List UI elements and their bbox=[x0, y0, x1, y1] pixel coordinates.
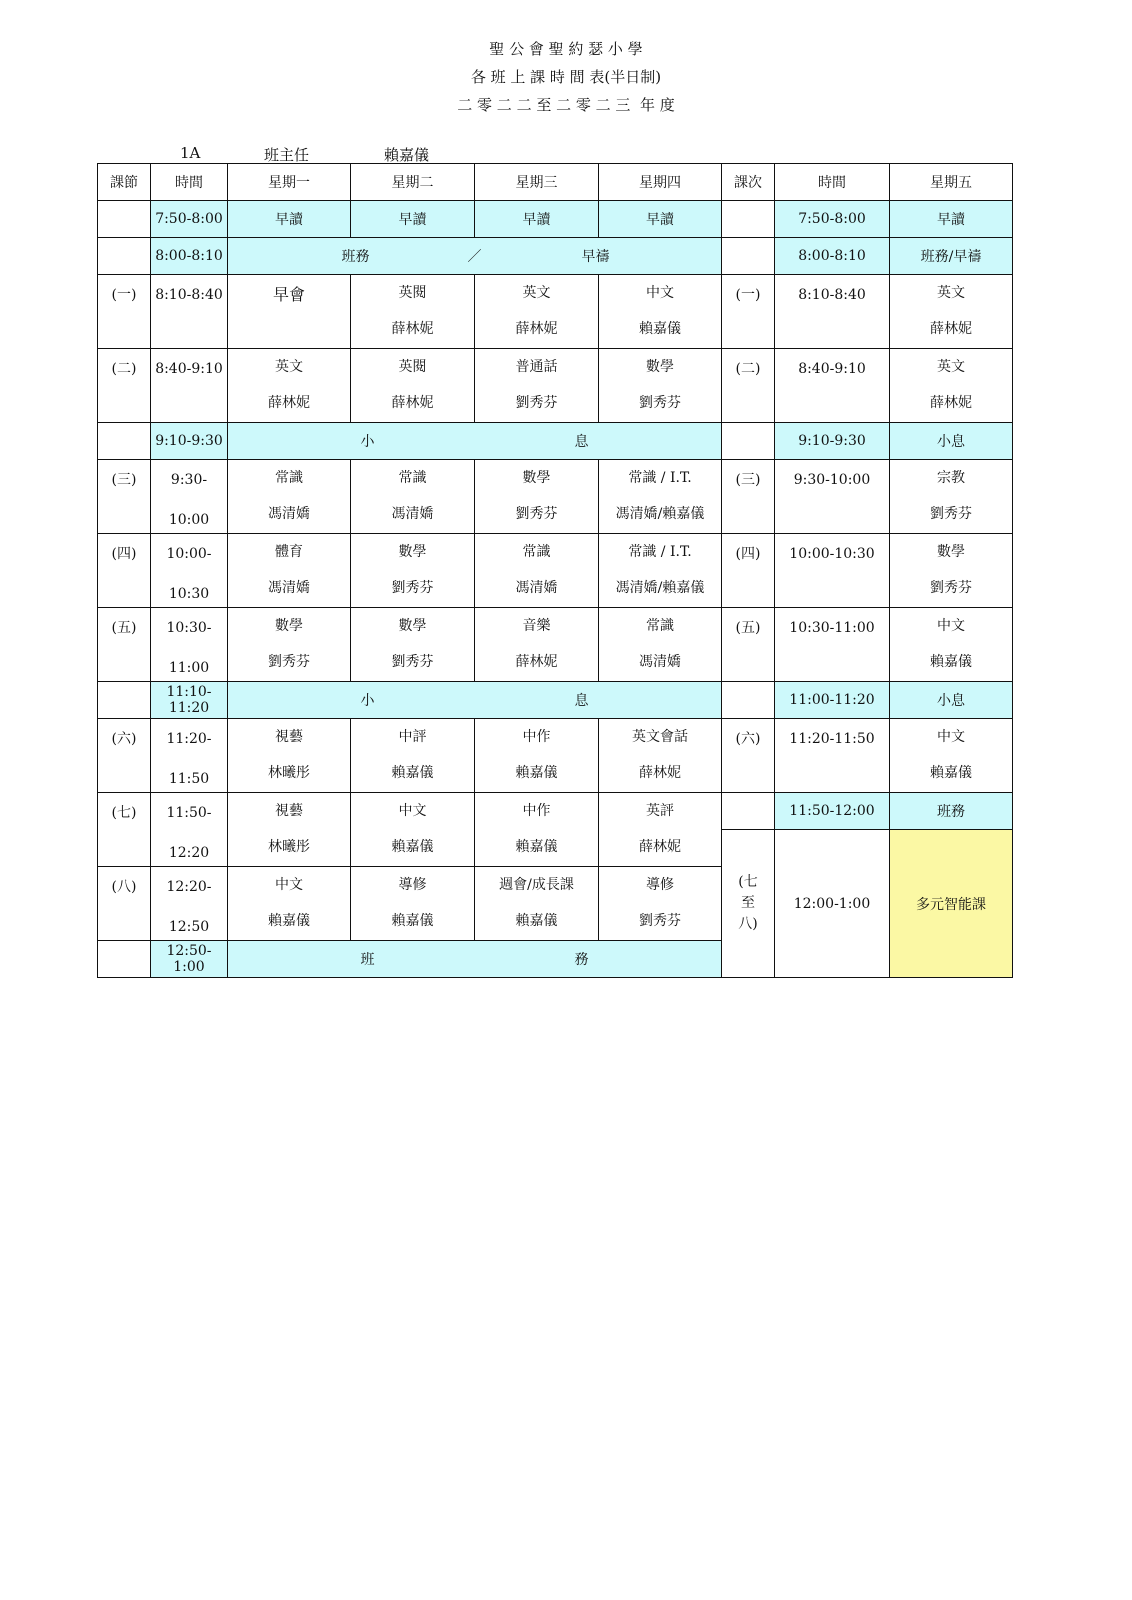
row-period-1 bbox=[98, 275, 1013, 349]
lesson-cell: 常識 馮清嬌 bbox=[599, 608, 722, 682]
period-cell-empty bbox=[98, 238, 151, 275]
col-header-thu: 星期四 bbox=[599, 164, 722, 201]
period-number: (六) bbox=[98, 719, 151, 793]
class-teacher-label: 班主任 bbox=[264, 146, 310, 164]
lesson-cell: 數學 劉秀芬 bbox=[351, 608, 475, 682]
row-period-2 bbox=[98, 349, 1013, 423]
time-cell: 8:00-8:10 bbox=[151, 238, 228, 275]
class-teacher-name: 賴嘉儀 bbox=[384, 146, 430, 164]
col-header-mon: 星期一 bbox=[228, 164, 351, 201]
time-cell: 11:10-11:20 bbox=[151, 682, 228, 719]
fri-lesson-cell: 英文 薛林妮 bbox=[890, 275, 1013, 349]
col-header-tue: 星期二 bbox=[351, 164, 475, 201]
lesson-cell: 數學 劉秀芬 bbox=[475, 460, 599, 534]
fri-time-cell: 8:00-8:10 bbox=[775, 238, 890, 275]
fri-period-number: (三) bbox=[722, 460, 775, 534]
time-cell: 8:40-9:10 bbox=[151, 349, 228, 423]
fri-time-cell: 7:50-8:00 bbox=[775, 201, 890, 238]
time-cell: 11:50-12:20 bbox=[151, 793, 228, 867]
merged-label-left: 班務 bbox=[341, 249, 370, 265]
lesson-cell: 音樂 薛林妮 bbox=[475, 608, 599, 682]
fri-lesson-cell: 中文 賴嘉儀 bbox=[890, 719, 1013, 793]
time-cell: 11:20-11:50 bbox=[151, 719, 228, 793]
lesson-cell: 早讀 bbox=[475, 201, 599, 238]
merged-activity-cell bbox=[228, 423, 722, 460]
period-cell-empty bbox=[722, 682, 775, 719]
fri-lesson-cell-multiple-intelligences: 多元智能課 bbox=[890, 830, 1013, 978]
row-period-6 bbox=[98, 719, 1013, 793]
row-morning-reading bbox=[98, 201, 1013, 238]
lesson-cell: 中評 賴嘉儀 bbox=[351, 719, 475, 793]
fri-lesson-cell: 班務/早禱 bbox=[890, 238, 1013, 275]
lesson-cell: 常識 馮清嬌 bbox=[351, 460, 475, 534]
fri-time-cell: 11:50-12:00 bbox=[775, 793, 890, 830]
fri-lesson-cell: 數學 劉秀芬 bbox=[890, 534, 1013, 608]
merged-activity-cell bbox=[228, 941, 722, 978]
lesson-cell: 週會/成長課 賴嘉儀 bbox=[475, 867, 599, 941]
lesson-cell: 體育 馮清嬌 bbox=[228, 534, 351, 608]
time-cell: 9:10-9:30 bbox=[151, 423, 228, 460]
lesson-cell: 導修 劉秀芬 bbox=[599, 867, 722, 941]
fri-lesson-cell: 英文 薛林妮 bbox=[890, 349, 1013, 423]
merged-activity-cell bbox=[228, 238, 722, 275]
lesson-cell: 英閱 薛林妮 bbox=[351, 349, 475, 423]
fri-time-cell: 9:10-9:30 bbox=[775, 423, 890, 460]
period-cell-empty bbox=[98, 682, 151, 719]
fri-lesson-cell: 宗教 劉秀芬 bbox=[890, 460, 1013, 534]
time-cell: 10:30-11:00 bbox=[151, 608, 228, 682]
col-header-time: 時間 bbox=[151, 164, 228, 201]
merged-label-left: 班 bbox=[360, 952, 375, 968]
fri-time-cell: 10:00-10:30 bbox=[775, 534, 890, 608]
period-cell-empty bbox=[98, 941, 151, 978]
fri-time-cell: 8:40-9:10 bbox=[775, 349, 890, 423]
col-header-period: 課節 bbox=[98, 164, 151, 201]
merged-label-right: 息 bbox=[574, 434, 589, 450]
time-cell: 7:50-8:00 bbox=[151, 201, 228, 238]
period-number: (一) bbox=[98, 275, 151, 349]
lesson-cell: 中作 賴嘉儀 bbox=[475, 793, 599, 867]
fri-time-cell: 9:30-10:00 bbox=[775, 460, 890, 534]
row-recess-1 bbox=[98, 423, 1013, 460]
merged-label-left: 小 bbox=[360, 693, 375, 709]
lesson-cell: 中文 賴嘉儀 bbox=[351, 793, 475, 867]
lesson-cell: 常識 馮清嬌 bbox=[475, 534, 599, 608]
col-header-fri-time: 時間 bbox=[775, 164, 890, 201]
row-recess-2 bbox=[98, 682, 1013, 719]
lesson-cell: 常識 / I.T. 馮清嬌/賴嘉儀 bbox=[599, 534, 722, 608]
row-period-7-a bbox=[98, 793, 1013, 830]
row-period-5 bbox=[98, 608, 1013, 682]
lesson-cell: 常識 / I.T. 馮清嬌/賴嘉儀 bbox=[599, 460, 722, 534]
period-cell-empty bbox=[722, 238, 775, 275]
fri-lesson-cell: 班務 bbox=[890, 793, 1013, 830]
lesson-cell: 中作 賴嘉儀 bbox=[475, 719, 599, 793]
merged-activity-cell bbox=[228, 682, 722, 719]
lesson-cell: 早讀 bbox=[351, 201, 475, 238]
header-row bbox=[98, 164, 1013, 201]
period-number: (二) bbox=[98, 349, 151, 423]
period-cell-empty bbox=[722, 793, 775, 830]
lesson-cell: 英閱 薛林妮 bbox=[351, 275, 475, 349]
period-cell-empty bbox=[98, 201, 151, 238]
fri-period-number: (四) bbox=[722, 534, 775, 608]
lesson-cell: 早讀 bbox=[599, 201, 722, 238]
lesson-cell: 數學 劉秀芬 bbox=[599, 349, 722, 423]
fri-period-number: (六) bbox=[722, 719, 775, 793]
lesson-cell: 普通話 劉秀芬 bbox=[475, 349, 599, 423]
time-cell: 12:20-12:50 bbox=[151, 867, 228, 941]
lesson-cell: 中文 賴嘉儀 bbox=[599, 275, 722, 349]
row-class-admin bbox=[98, 238, 1013, 275]
col-header-lesson: 課次 bbox=[722, 164, 775, 201]
period-number: (七) bbox=[98, 793, 151, 867]
school-name: 聖 公 會 聖 約 瑟 小 學 bbox=[489, 40, 643, 58]
fri-time-cell: 8:10-8:40 bbox=[775, 275, 890, 349]
timetable-title: 各 班 上 課 時 間 表(半日制) bbox=[470, 68, 662, 86]
time-cell: 8:10-8:40 bbox=[151, 275, 228, 349]
lesson-cell: 視藝 林曦彤 bbox=[228, 719, 351, 793]
period-cell-empty bbox=[722, 201, 775, 238]
school-year: 二 零 二 二 至 二 零 二 三 年 度 bbox=[457, 96, 675, 114]
fri-time-cell: 11:00-11:20 bbox=[775, 682, 890, 719]
fri-period-number-merged: (七 至 八) bbox=[722, 830, 775, 978]
lesson-cell: 數學 劉秀芬 bbox=[351, 534, 475, 608]
lesson-cell: 早會 bbox=[228, 275, 351, 349]
lesson-cell: 英文 薛林妮 bbox=[228, 349, 351, 423]
row-period-4 bbox=[98, 534, 1013, 608]
lesson-cell: 英評 薛林妮 bbox=[599, 793, 722, 867]
merged-label-right: 息 bbox=[574, 693, 589, 709]
fri-time-cell: 12:00-1:00 bbox=[775, 830, 890, 978]
period-cell-empty bbox=[722, 423, 775, 460]
merged-label-right: 早禱 bbox=[581, 249, 610, 265]
period-number: (五) bbox=[98, 608, 151, 682]
fri-lesson-cell: 中文 賴嘉儀 bbox=[890, 608, 1013, 682]
lesson-cell: 英文 薛林妮 bbox=[475, 275, 599, 349]
col-header-fri: 星期五 bbox=[890, 164, 1013, 201]
col-header-wed: 星期三 bbox=[475, 164, 599, 201]
lesson-cell: 早讀 bbox=[228, 201, 351, 238]
lesson-cell: 英文會話 薛林妮 bbox=[599, 719, 722, 793]
merged-label-left: 小 bbox=[360, 434, 375, 450]
row-period-3 bbox=[98, 460, 1013, 534]
time-cell: 10:00-10:30 bbox=[151, 534, 228, 608]
class-name: 1A bbox=[180, 144, 201, 162]
fri-lesson-cell: 小息 bbox=[890, 423, 1013, 460]
lesson-cell: 導修 賴嘉儀 bbox=[351, 867, 475, 941]
fri-lesson-cell: 早讀 bbox=[890, 201, 1013, 238]
lesson-cell: 數學 劉秀芬 bbox=[228, 608, 351, 682]
merged-slash: ／ bbox=[467, 249, 482, 265]
lesson-cell: 常識 馮清嬌 bbox=[228, 460, 351, 534]
fri-time-cell: 11:20-11:50 bbox=[775, 719, 890, 793]
timetable bbox=[97, 163, 1013, 978]
lesson-cell: 中文 賴嘉儀 bbox=[228, 867, 351, 941]
period-number: (三) bbox=[98, 460, 151, 534]
time-cell: 9:30-10:00 bbox=[151, 460, 228, 534]
fri-period-number: (二) bbox=[722, 349, 775, 423]
lesson-cell: 視藝 林曦彤 bbox=[228, 793, 351, 867]
period-number: (八) bbox=[98, 867, 151, 941]
fri-time-cell: 10:30-11:00 bbox=[775, 608, 890, 682]
period-cell-empty bbox=[98, 423, 151, 460]
fri-period-number: (五) bbox=[722, 608, 775, 682]
period-number: (四) bbox=[98, 534, 151, 608]
time-cell: 12:50-1:00 bbox=[151, 941, 228, 978]
fri-lesson-cell: 小息 bbox=[890, 682, 1013, 719]
fri-period-number: (一) bbox=[722, 275, 775, 349]
merged-label-right: 務 bbox=[574, 952, 589, 968]
